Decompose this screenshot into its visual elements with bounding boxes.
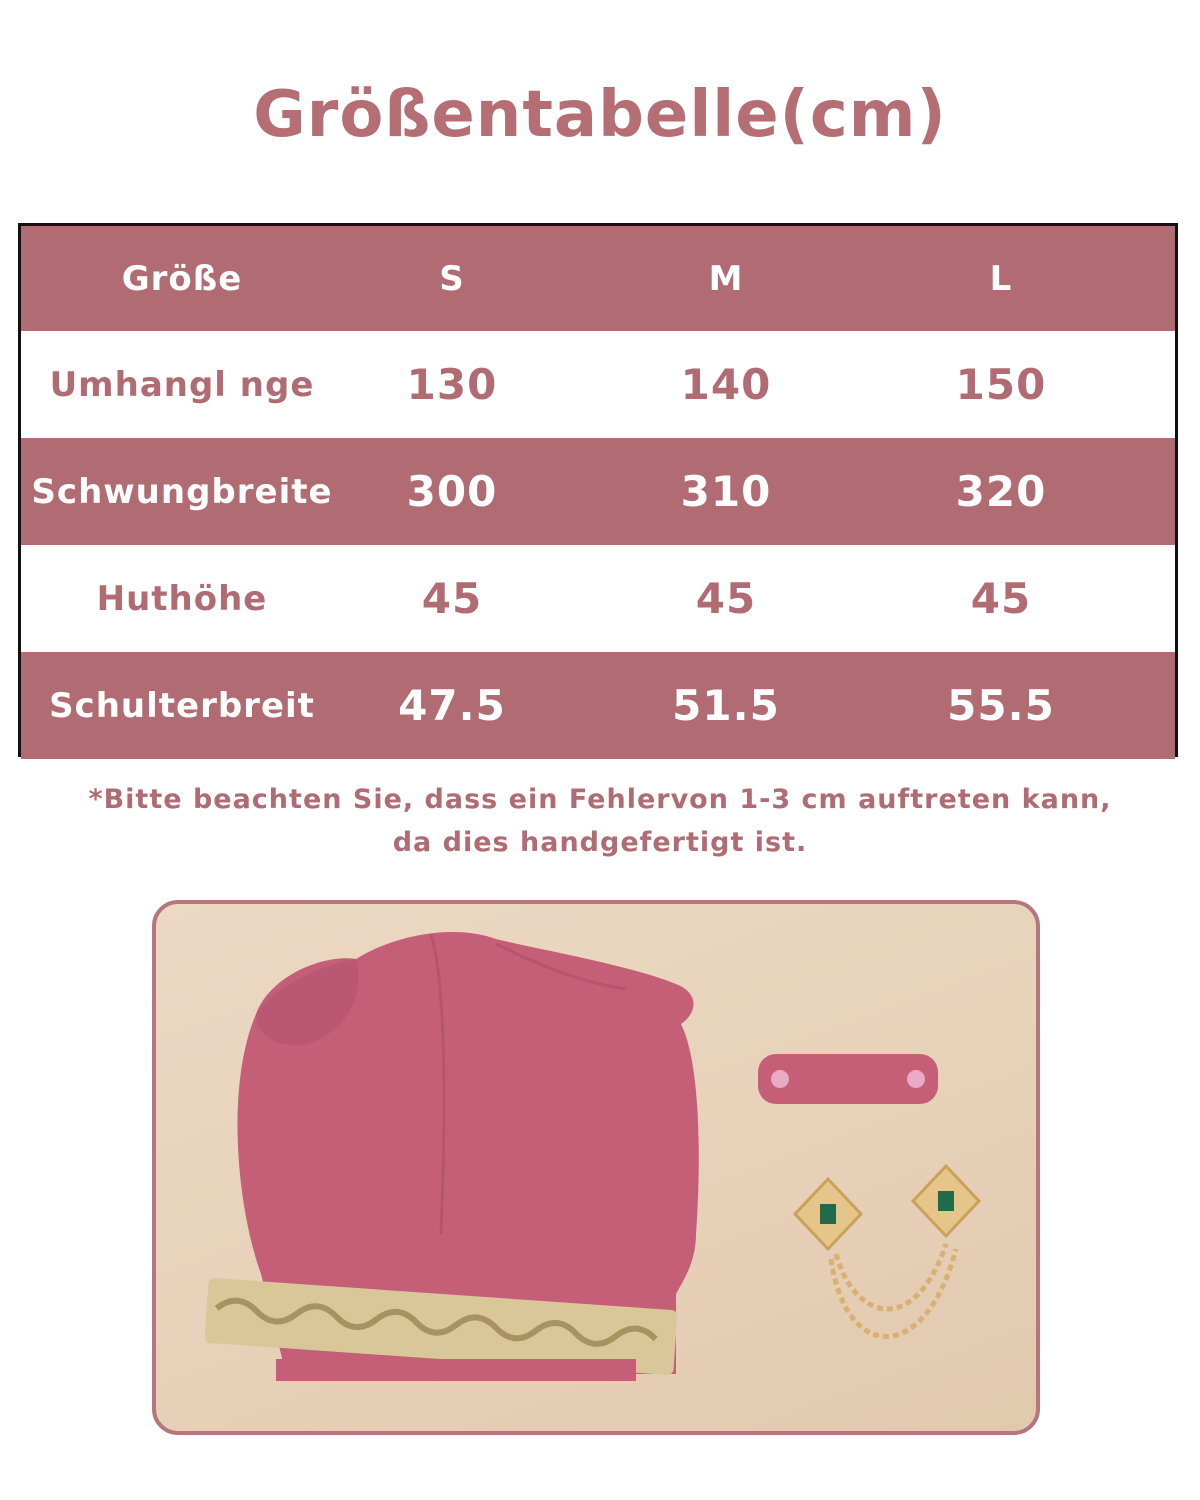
disclaimer-line-1: *Bitte beachten Sie, dass ein Fehlervon 1-3 cm auftreten kann, [88, 784, 1112, 815]
row-label: Schulterbreit [49, 685, 315, 726]
cell-m: 45 [695, 574, 757, 623]
header-size-m: M [708, 258, 744, 299]
table-row [21, 545, 1175, 652]
table-row [21, 438, 1175, 545]
disclaimer-note [0, 778, 1200, 864]
row-label: Huthöhe [96, 578, 268, 619]
header-size-s: S [439, 258, 465, 299]
table-row [21, 652, 1175, 759]
cell-m: 310 [680, 467, 772, 516]
disclaimer-line-2: da dies handgefertigt ist. [392, 827, 808, 858]
row-label: Schwungbreite [31, 471, 333, 512]
cell-s: 47.5 [398, 681, 506, 730]
table-header-row [21, 226, 1175, 331]
cell-l: 320 [955, 467, 1047, 516]
size-table [18, 223, 1178, 757]
page-title: Größentabelle(cm) [253, 78, 947, 152]
cell-l: 150 [955, 360, 1047, 409]
row-label: Umhangl nge [49, 364, 315, 405]
cloak-bottom-edge [276, 1359, 636, 1381]
cell-m: 140 [680, 360, 772, 409]
product-photo [152, 900, 1040, 1435]
cell-s: 300 [406, 467, 498, 516]
clasp-brooch-left [795, 1179, 861, 1249]
cell-m: 51.5 [672, 681, 780, 730]
snap-button-icon [907, 1070, 925, 1088]
header-size-l: L [989, 258, 1013, 299]
cell-l: 55.5 [947, 681, 1055, 730]
clasp-brooch-right [913, 1166, 979, 1236]
cell-s: 130 [406, 360, 498, 409]
cloak-hood-photo-icon [156, 904, 1036, 1431]
header-size-label: Größe [121, 258, 243, 299]
snap-button-icon [771, 1070, 789, 1088]
table-row [21, 331, 1175, 438]
cell-s: 45 [421, 574, 483, 623]
cell-l: 45 [970, 574, 1032, 623]
clasp-chain [836, 1244, 946, 1309]
